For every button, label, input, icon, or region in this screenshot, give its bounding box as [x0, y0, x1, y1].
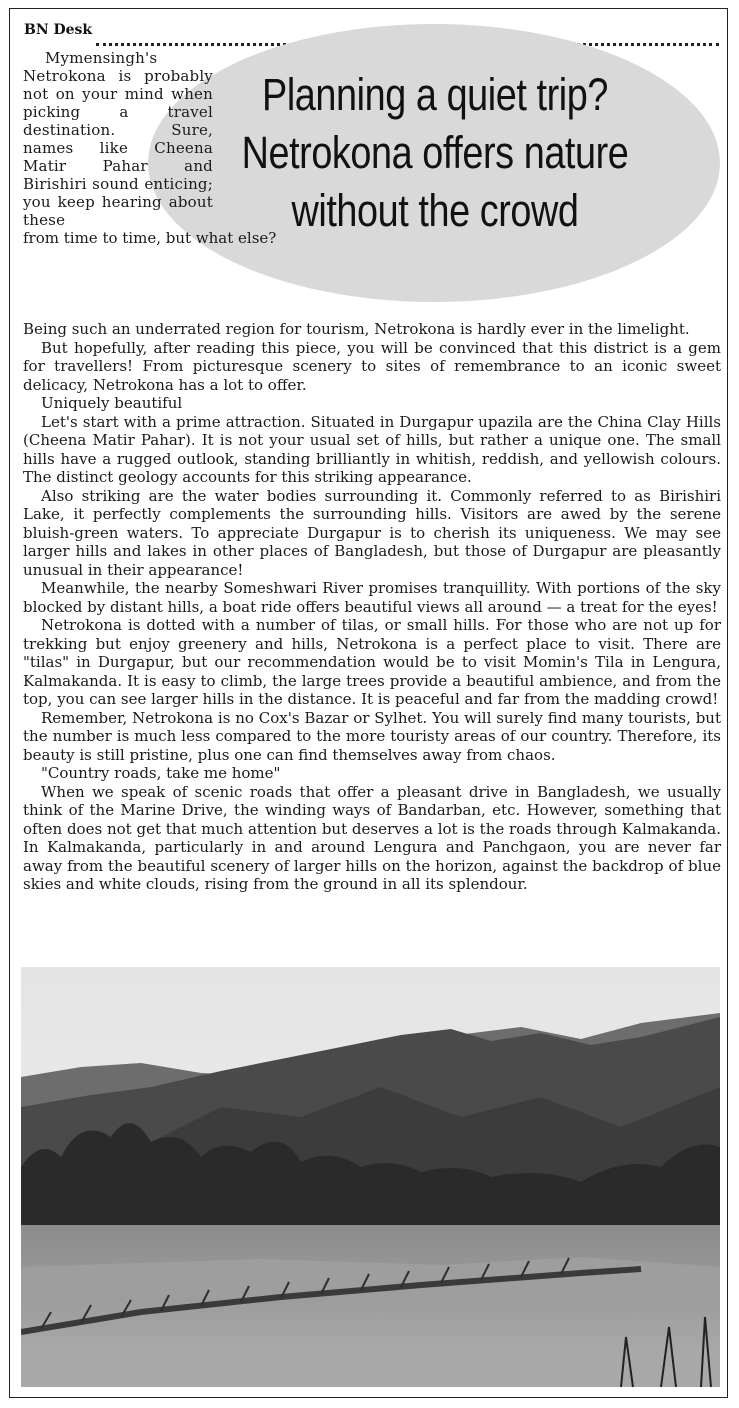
paragraph-9: When we speak of scenic roads that offer a pleasant drive in Bangladesh, we usually think of the Marine Drive, the winding ways of Bandarban, etc. However, something that often does not get that much attention but deserves a lot is the roads through Kalmakanda. In Kalmakanda, particularly in and around Lengura and Panchgaon, you are never far away from the beautiful scenery of larger hills on the horizon, against the backdrop of blue skies and white clouds, rising from the ground in all its splendour.: [23, 782, 721, 893]
byline: BN Desk: [24, 22, 93, 38]
headline-line-2: Netrokona offers nature: [241, 127, 629, 178]
lead-wide-text: from time to time, but what else?: [23, 229, 277, 247]
lead-paragraph: [23, 49, 277, 247]
paragraph-6: Netrokona is dotted with a number of tilas, or small hills. For those who are not up for trekking but enjoy greenery and hills, Netrokona is a perfect place to visit. There are "tilas" in Durgapur, but our recommendation would be to visit Momin's Tila in Lengura, Kalmakanda. It is easy to climb, the large trees provide a beautiful ambience, and from the top, you can see larger hills in the distance. It is peaceful and far from the madding crowd!: [23, 616, 721, 708]
paragraph-0: Being such an underrated region for tourism, Netrokona is hardly ever in the limelight.: [23, 320, 690, 338]
landscape-illustration: [21, 967, 720, 1387]
landscape-photo: [21, 967, 720, 1387]
subhead-uniquely-beautiful: Uniquely beautiful: [41, 394, 183, 412]
paragraph-7: Remember, Netrokona is no Cox's Bazar or Sylhet. You will surely find many tourists, but the number is much less compared to the more touristy areas of our country. Therefore, its beauty is still pristine, plus one can find themselves away from chaos.: [23, 708, 721, 764]
headline-line-3: without the crowd: [291, 185, 579, 236]
paragraph-5: Meanwhile, the nearby Someshwari River promises tranquillity. With portions of the sky blocked by distant hills, a boat ride offers beautiful views all around — a treat for the eyes!: [23, 579, 721, 616]
lead-narrow-text: Mymensingh's Netrokona is probably not on your mind when picking a travel destination. Sure, names like Cheena Matir Pahar and Birishiri sound enticing; you keep hearing about these: [23, 49, 213, 229]
headline: [217, 66, 654, 240]
headline-line-1: Planning a quiet trip?: [262, 69, 608, 120]
paragraph-4: Also striking are the water bodies surrounding it. Commonly referred to as Birishiri Lake, it perfectly complements the surrounding hills. Visitors are awed by the serene bluish-green waters. To appreciate Durgapur is to cherish its uniqueness. We may see larger hills and lakes in other places of Bangladesh, but those of Durgapur are pleasantly unusual in their appearance!: [23, 486, 721, 579]
subhead-country-roads: "Country roads, take me home": [41, 764, 281, 782]
article-body: [23, 320, 721, 894]
paragraph-1: But hopefully, after reading this piece, you will be convinced that this district is a gem for travellers! From picturesque scenery to sites of remembrance to an iconic sweet delicacy, Netrokona has a lot to offer.: [23, 338, 721, 394]
paragraph-3: Let's start with a prime attraction. Situated in Durgapur upazila are the China Clay Hills (Cheena Matir Pahar). It is not your usual set of hills, but rather a unique one. The small hills have a rugged outlook, standing brilliantly in whitish, reddish, and yellowish colours. The distinct geology accounts for this striking appearance.: [23, 412, 721, 486]
